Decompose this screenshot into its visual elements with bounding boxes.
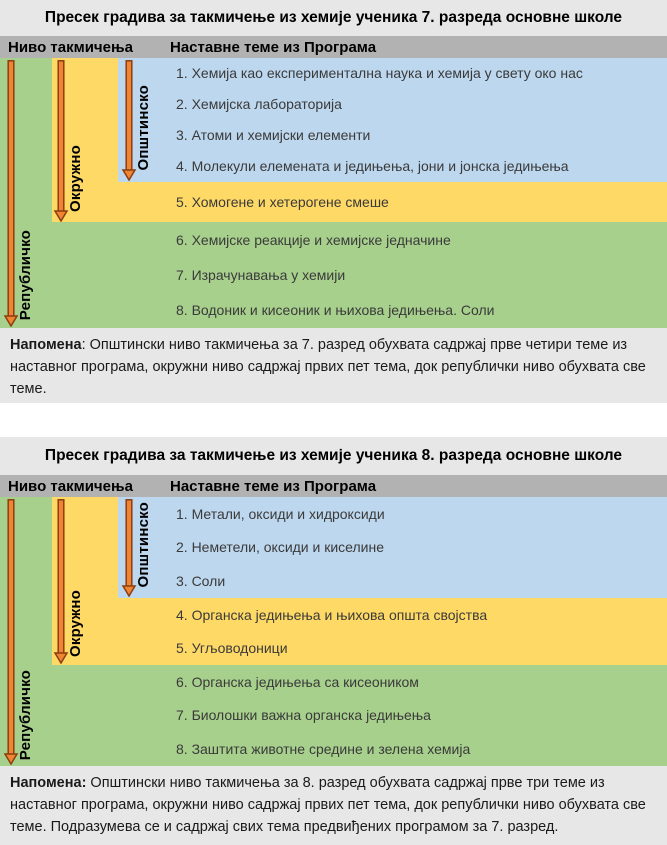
topic-item: 6. Органска једињења са кисеоником bbox=[176, 673, 419, 690]
column-header-row bbox=[0, 36, 667, 58]
topic-item: 7. Израчунавања у хемији bbox=[176, 266, 346, 283]
topic-item: 3. Соли bbox=[176, 573, 226, 590]
district-topics-group bbox=[0, 182, 667, 222]
note-text: : Општински ниво такмичења за 7. разред обухвата садржај прве четири теме из наставног програма, окружни ниво садржај првих пет тема, док републички ниво обухвата све теме. bbox=[10, 337, 646, 397]
topic-item: 6. Хемијске реакције и хемијске једначине bbox=[176, 231, 451, 248]
topic-item: 1. Хемија као експериментална наука и хемија у свету око нас bbox=[176, 65, 583, 82]
note-text: Општински ниво такмичења за 8. разред обухвата садржај прве три теме из наставног програма, окружни ниво садржај првих пет тема, док републички ниво обухвата све теме. Подразумева се и садржај свих тема предвиђених програмом за 7. разред. bbox=[10, 775, 646, 835]
level-column-header: Ниво такмичења bbox=[8, 38, 133, 56]
column-header-row bbox=[0, 475, 667, 497]
note-label: Напомена: bbox=[10, 775, 87, 791]
note-grade7 bbox=[0, 328, 667, 403]
topics-column-header: Наставне теме из Програма bbox=[170, 477, 377, 495]
district-level-label: Окружно bbox=[67, 590, 84, 657]
republic-topics-group bbox=[0, 665, 667, 766]
topic-item: 2. Неметели, оксиди и киселине bbox=[176, 539, 385, 556]
topic-item: 1. Метали, оксиди и хидроксиди bbox=[176, 505, 385, 522]
topic-item: 3. Атоми и хемијски елементи bbox=[176, 127, 371, 144]
note-grade8 bbox=[0, 766, 667, 845]
municipal-level-label: Општинско bbox=[135, 84, 152, 170]
topics-list-grade7 bbox=[0, 58, 667, 328]
district-topics-group bbox=[0, 598, 667, 665]
municipal-level-label: Општинско bbox=[135, 501, 152, 587]
topics-column-header: Наставне теме из Програма bbox=[170, 38, 377, 56]
page-title: Пресек градива за такмичење из хемије ученика 8. разреда основне школе bbox=[0, 437, 667, 475]
municipal-topics-group bbox=[0, 58, 667, 182]
republic-level-label: Републичко bbox=[17, 229, 34, 320]
topics-list-grade8 bbox=[0, 497, 667, 766]
tables-separator bbox=[0, 403, 667, 437]
table-grade8 bbox=[0, 437, 667, 845]
republic-topics-group bbox=[0, 222, 667, 328]
municipal-topics-group bbox=[0, 497, 667, 598]
level-column-header: Ниво такмичења bbox=[8, 477, 133, 495]
table-grade7 bbox=[0, 0, 667, 403]
topic-item: 4. Молекули елемената и једињења, јони и јонска једињења bbox=[176, 158, 569, 175]
republic-level-label: Републичко bbox=[17, 669, 34, 760]
topic-item: 5. Угљоводоници bbox=[176, 640, 288, 657]
levels-diagram-grade8 bbox=[0, 497, 667, 766]
topic-item: 8. Заштита животне средине и зелена хемија bbox=[176, 741, 471, 758]
note-label: Напомена bbox=[10, 337, 82, 353]
topic-item: 8. Водоник и кисеоник и њихова једињења. Соли bbox=[176, 302, 495, 319]
topic-item: 2. Хемијска лабораторија bbox=[176, 96, 342, 113]
topic-item: 7. Биолошки важна органска једињења bbox=[176, 707, 431, 724]
page-title: Пресек градива за такмичење из хемије ученика 7. разреда основне школе bbox=[0, 0, 667, 36]
topic-item: 5. Хомогене и хетерогене смеше bbox=[176, 193, 389, 210]
topic-item: 4. Органска једињења и њихова општа својства bbox=[176, 606, 488, 623]
levels-diagram-grade7 bbox=[0, 58, 667, 328]
district-level-label: Окружно bbox=[67, 145, 84, 212]
